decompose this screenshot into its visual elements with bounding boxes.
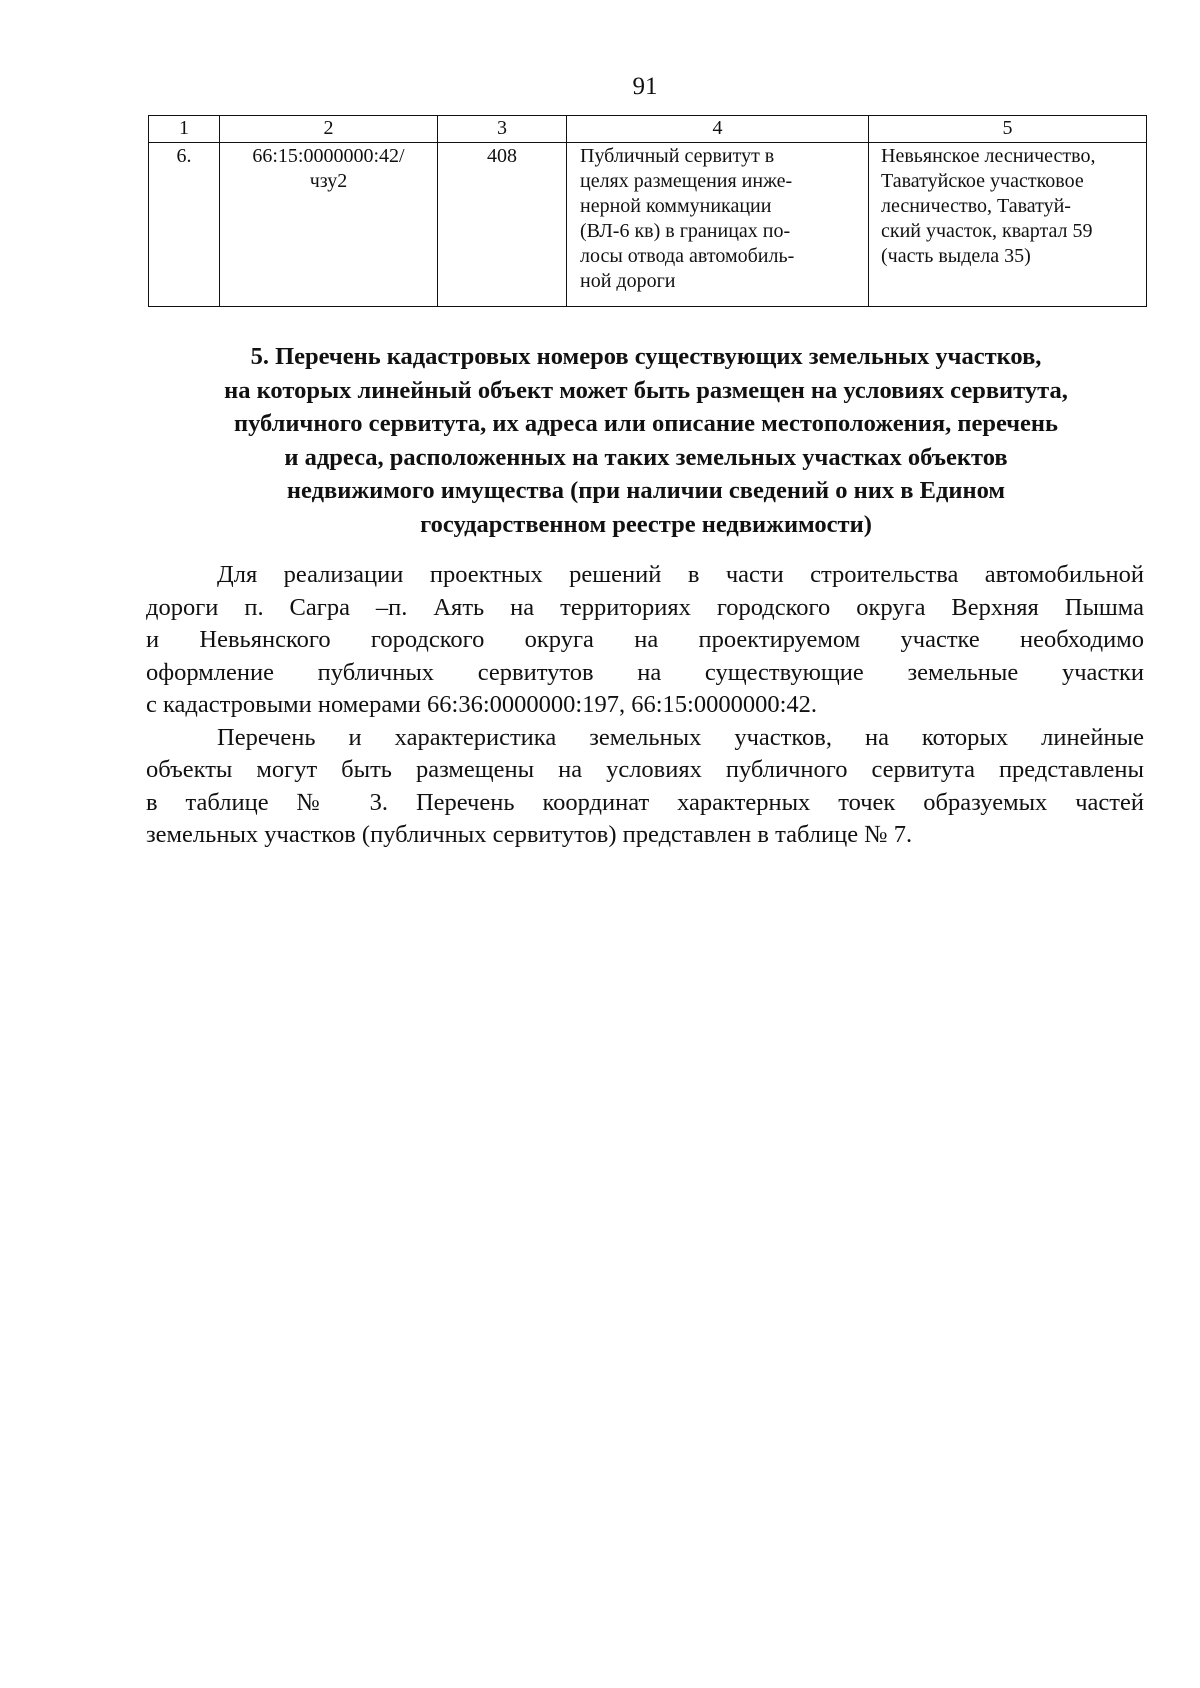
text-line: в таблице № 3. Перечень координат характерных точек образуемых частей bbox=[146, 788, 1144, 816]
heading-line: 5. Перечень кадастровых номеров существующих земельных участков, bbox=[250, 343, 1042, 370]
paragraph-1 bbox=[146, 559, 1144, 722]
land-plots-table bbox=[148, 115, 1147, 307]
text-line: Перечень и характеристика земельных участков, на которых линейные bbox=[217, 723, 1144, 751]
section-heading bbox=[148, 340, 1144, 541]
table-header-row bbox=[149, 116, 1147, 143]
heading-line: и адреса, расположенных на таких земельных участках объектов bbox=[284, 443, 1008, 471]
location-cell: Невьянское лесничество, Таватуйское участковое лесничество, Таватуй- ский участок, квартал 59 (часть выдела 35) bbox=[869, 143, 1147, 307]
text-line: дороги п. Сагра –п. Аять на территориях городского округа Верхняя Пышма bbox=[146, 593, 1144, 621]
heading-line: публичного сервитута, их адреса или описание местоположения, перечень bbox=[234, 410, 1058, 437]
text-line: и Невьянского городского округа на проектируемом участке необходимо bbox=[146, 626, 1144, 653]
column-header: 4 bbox=[567, 116, 869, 143]
text-line: оформление публичных сервитутов на существующие земельные участки bbox=[146, 658, 1144, 686]
paragraph-2 bbox=[146, 722, 1144, 852]
table-row bbox=[149, 143, 1147, 307]
heading-line: недвижимого имущества (при наличии сведений о них в Едином bbox=[286, 477, 1006, 504]
heading-line: государственном реестре недвижимости) bbox=[420, 510, 872, 538]
text-line: объекты могут быть размещены на условиях публичного сервитута представлены bbox=[146, 756, 1144, 783]
page-number: 91 bbox=[632, 73, 658, 100]
column-header: 3 bbox=[438, 116, 567, 143]
body-text bbox=[146, 559, 1144, 852]
text-line: Для реализации проектных решений в части строительства автомобильной bbox=[217, 561, 1144, 588]
heading-line: на которых линейный объект может быть размещен на условиях сервитута, bbox=[224, 376, 1068, 404]
column-header: 5 bbox=[869, 116, 1147, 143]
purpose-cell: Публичный сервитут в целях размещения инже- нерной коммуникации (ВЛ-6 кв) в границах по- лосы отвода автомобиль- ной дороги bbox=[567, 143, 869, 307]
row-number-cell: 6. bbox=[149, 143, 220, 307]
text-line: земельных участков (публичных сервитутов) представлен в таблице № 7. bbox=[146, 821, 913, 848]
text-line: с кадастровыми номерами 66:36:0000000:197, 66:15:0000000:42. bbox=[146, 691, 817, 718]
area-cell: 408 bbox=[438, 143, 567, 307]
column-header: 2 bbox=[220, 116, 438, 143]
column-header: 1 bbox=[149, 116, 220, 143]
cadastral-number-cell: 66:15:0000000:42/ чзу2 bbox=[220, 143, 438, 307]
